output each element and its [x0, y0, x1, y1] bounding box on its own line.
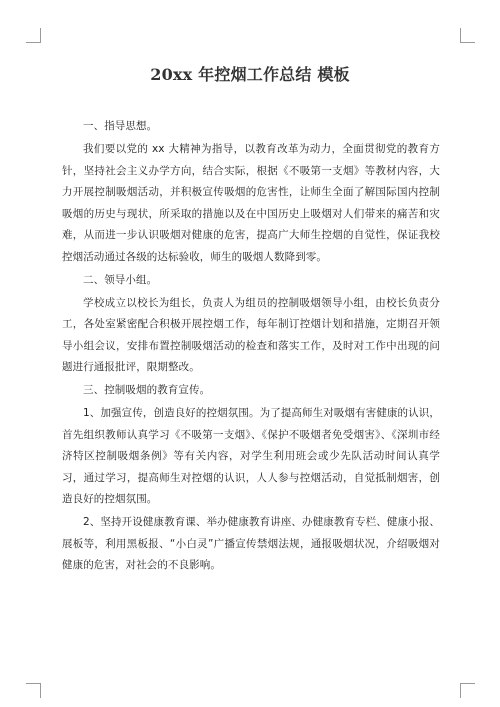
section-heading-guiding-thought: 一、指导思想。: [83, 120, 158, 132]
title-text: 年控烟工作总结 模板: [192, 65, 350, 84]
title-year: 20xx: [150, 65, 193, 84]
paragraph-leadership-group: 学校成立以校长为组长，负责人为组员的控制吸烟领导小组，由校长负责分工，各处室紧密配合积极开展控烟工作，每年制订控烟计划和措施，定期召开领导小组会议，安排布置控制吸烟活动的检查和落实工作，及时对工作中出现的问题进行通报批评，限期整改。: [62, 296, 440, 373]
crop-mark-top-right: [460, 28, 475, 43]
document-body: [62, 116, 440, 578]
paragraph-guiding-thought: 我们要以党的 xx 大精神为指导，以教育改革为动力，全面贯彻党的教育方针，坚持社会主义办学方向，结合实际，根据《不吸第一支烟》等教材内容，大力开展控制吸烟活动，并积极宣传吸烟的危害性，让师生全面了解国际国内控制吸烟的历史与现状，所采取的措施以及在中国历史上吸烟对人们带来的痛苦和灾难，从而进一步认识吸烟对健康的危害，提高广大师生控烟的自觉性，保证我校控烟活动通过各级的达标验收，师生的吸烟人数降到零。: [62, 143, 440, 263]
crop-mark-bottom-right: [460, 683, 475, 698]
section-heading-leadership-group: 二、领导小组。: [83, 273, 158, 286]
document-title: [0, 62, 500, 85]
crop-mark-top-left: [26, 28, 41, 43]
paragraph-publicity-2: 2、坚持开设健康教育课、举办健康教育讲座、办健康教育专栏、健康小报、展板等，利用黑板报、“小白灵”广播宣传禁烟法规，通报吸烟状况，介绍吸烟对健康的危害，对社会的不良影响。: [62, 516, 440, 571]
paragraph-publicity-1: 1、加强宣传，创造良好的控烟氛围。为了提高师生对吸烟有害健康的认识，首先组织教师认真学习《不吸第一支烟》、《保护不吸烟者免受烟害》、《深圳市经济特区控制吸烟条例》等有关内容，对学生利用班会或少先队活动时间认真学习，通过学习，提高师生对控烟的认识，人人参与控烟活动，自觉抵制烟害，创造良好的控烟氛围。: [62, 407, 440, 505]
crop-mark-bottom-left: [26, 683, 41, 698]
section-heading-education-publicity: 三、控制吸烟的教育宣传。: [83, 384, 211, 396]
